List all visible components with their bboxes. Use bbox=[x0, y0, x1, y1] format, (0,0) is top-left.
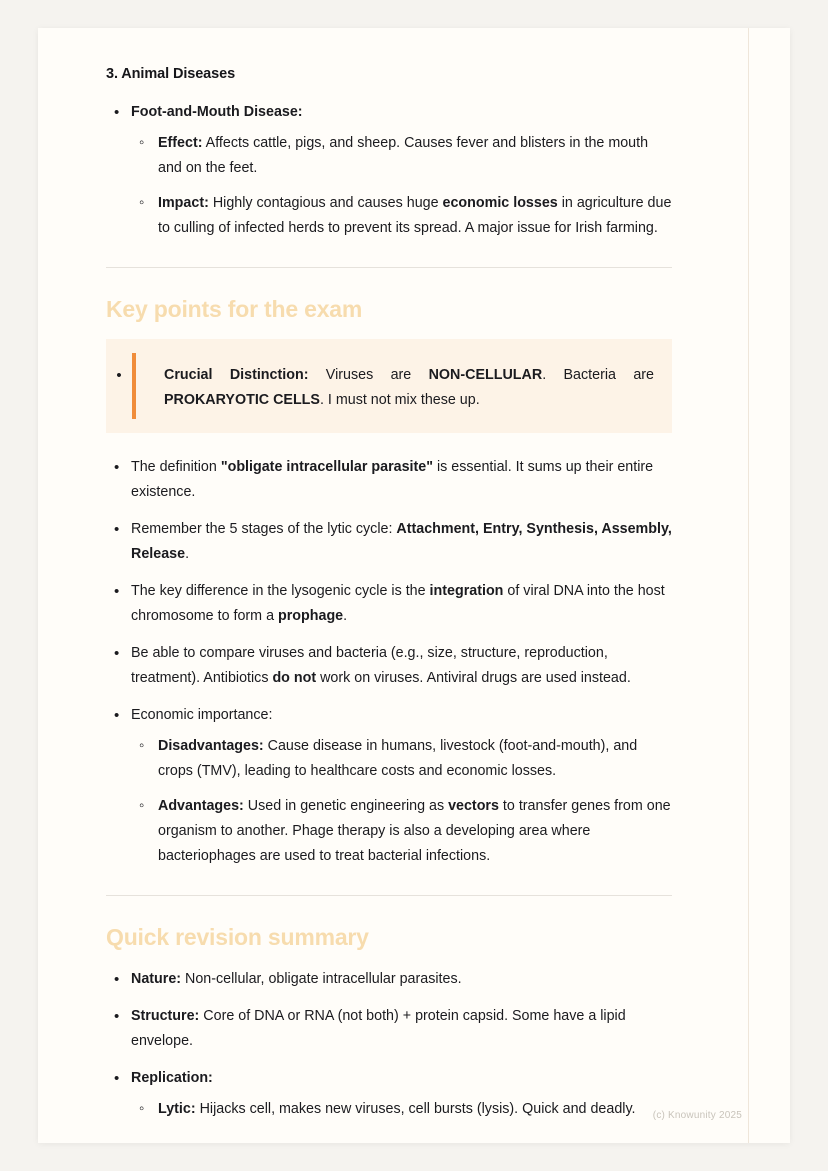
text-bold: Nature: bbox=[131, 971, 182, 987]
text-plain: work on viruses. Antiviral drugs are used instead. bbox=[316, 670, 631, 686]
text-plain: Hijacks cell, makes new viruses, cell bursts (lysis). Quick and deadly. bbox=[195, 1101, 636, 1117]
sub-list bbox=[131, 734, 674, 869]
foot-and-mouth-sublist bbox=[131, 131, 674, 241]
key-points-list bbox=[106, 455, 674, 869]
impact-text-2: in agriculture due to culling of infected herds to prevent its spread. A major issue for Irish farming. bbox=[158, 195, 672, 236]
text-plain: . bbox=[343, 608, 348, 624]
text-bold: vectors bbox=[448, 798, 499, 814]
list-item-impact bbox=[131, 191, 674, 241]
text-plain: Used in genetic engineering as bbox=[243, 798, 449, 814]
text-bold: Advantages: bbox=[158, 798, 244, 814]
quick-revision-list bbox=[106, 967, 674, 1122]
text-bold: Disadvantages: bbox=[158, 738, 264, 754]
copyright-footer: (c) Knowunity 2025 bbox=[652, 1110, 742, 1121]
effect-label: Effect: bbox=[158, 135, 203, 151]
text-plain: The definition bbox=[131, 459, 221, 475]
text-bold: Attachment, Entry, Synthesis, Assembly, Release bbox=[131, 521, 672, 562]
callout-text-1: Viruses are bbox=[308, 367, 429, 383]
impact-label: Impact: bbox=[158, 195, 209, 211]
list-item-foot-and-mouth bbox=[106, 100, 674, 241]
text-plain: The key difference in the lysogenic cycle is the bbox=[131, 583, 430, 599]
text-plain: Core of DNA or RNA (not both) + protein capsid. Some have a lipid envelope. bbox=[131, 1008, 626, 1049]
list-item bbox=[106, 1066, 674, 1122]
heading-quick-revision: Quick revision summary bbox=[106, 924, 369, 950]
heading-key-points: Key points for the exam bbox=[106, 296, 363, 322]
text-bold: integration bbox=[429, 583, 504, 599]
text-bold: Lytic: bbox=[158, 1101, 196, 1117]
text-plain: Cause disease in humans, livestock (foot-and-mouth), and crops (TMV), leading to healthcare costs and economic losses. bbox=[158, 738, 638, 779]
sub-list bbox=[131, 1097, 674, 1122]
text-plain: Non-cellular, obligate intracellular parasites. bbox=[181, 971, 462, 987]
sub-list-item bbox=[131, 734, 674, 784]
callout-bullet-icon: • bbox=[116, 367, 122, 384]
text-bold: do not bbox=[272, 670, 317, 686]
impact-text-1: Highly contagious and causes huge bbox=[208, 195, 443, 211]
list-item bbox=[106, 517, 674, 567]
text-plain: of viral DNA into the host chromosome to form a bbox=[131, 583, 665, 624]
text-plain: Economic importance: bbox=[131, 707, 273, 723]
text-plain: . bbox=[185, 546, 190, 562]
text-bold: Structure: bbox=[131, 1008, 200, 1024]
list-item-effect bbox=[131, 131, 674, 181]
list-item bbox=[106, 967, 674, 992]
effect-text: Affects cattle, pigs, and sheep. Causes fever and blisters in the mouth and on the feet. bbox=[158, 135, 649, 176]
page-margin-rule bbox=[748, 28, 749, 1143]
list-item bbox=[106, 579, 674, 629]
impact-bold: economic losses bbox=[442, 195, 558, 211]
divider-2 bbox=[106, 895, 672, 896]
text-bold: "obligate intracellular parasite" bbox=[220, 459, 434, 475]
list-item bbox=[106, 641, 674, 691]
callout-text-3: . I must not mix these up. bbox=[319, 392, 480, 408]
callout-crucial-distinction bbox=[106, 339, 672, 433]
disease-label: Foot-and-Mouth Disease: bbox=[131, 104, 303, 120]
divider-1 bbox=[106, 267, 672, 268]
sub-list-item bbox=[131, 1097, 674, 1122]
text-plain: to transfer genes from one organism to another. Phage therapy is also a developing area where bacteriophages are used to treat bacterial infections. bbox=[158, 798, 671, 864]
list-item bbox=[106, 1004, 674, 1054]
animal-diseases-list bbox=[106, 100, 674, 241]
sub-list-item bbox=[131, 794, 674, 869]
document-page bbox=[38, 28, 790, 1143]
callout-bold-1: NON-CELLULAR bbox=[428, 367, 543, 383]
text-bold: prophage bbox=[278, 608, 344, 624]
text-bold: Replication: bbox=[131, 1070, 213, 1086]
text-plain: Be able to compare viruses and bacteria (e.g., size, structure, reproduction, treatment). Antibiotics bbox=[131, 645, 608, 686]
callout-label: Crucial Distinction: bbox=[164, 367, 309, 383]
callout-text bbox=[136, 353, 654, 419]
section-heading-animal-diseases: 3. Animal Diseases bbox=[106, 66, 236, 82]
list-item bbox=[106, 455, 674, 505]
list-item-economic-importance bbox=[106, 703, 674, 869]
callout-text-2: . Bacteria are bbox=[542, 367, 654, 383]
text-plain: Remember the 5 stages of the lytic cycle: bbox=[131, 521, 397, 537]
document-content bbox=[106, 44, 674, 1134]
callout-bold-2: PROKARYOTIC CELLS bbox=[164, 392, 320, 408]
text-plain: is essential. It sums up their entire existence. bbox=[131, 459, 654, 500]
